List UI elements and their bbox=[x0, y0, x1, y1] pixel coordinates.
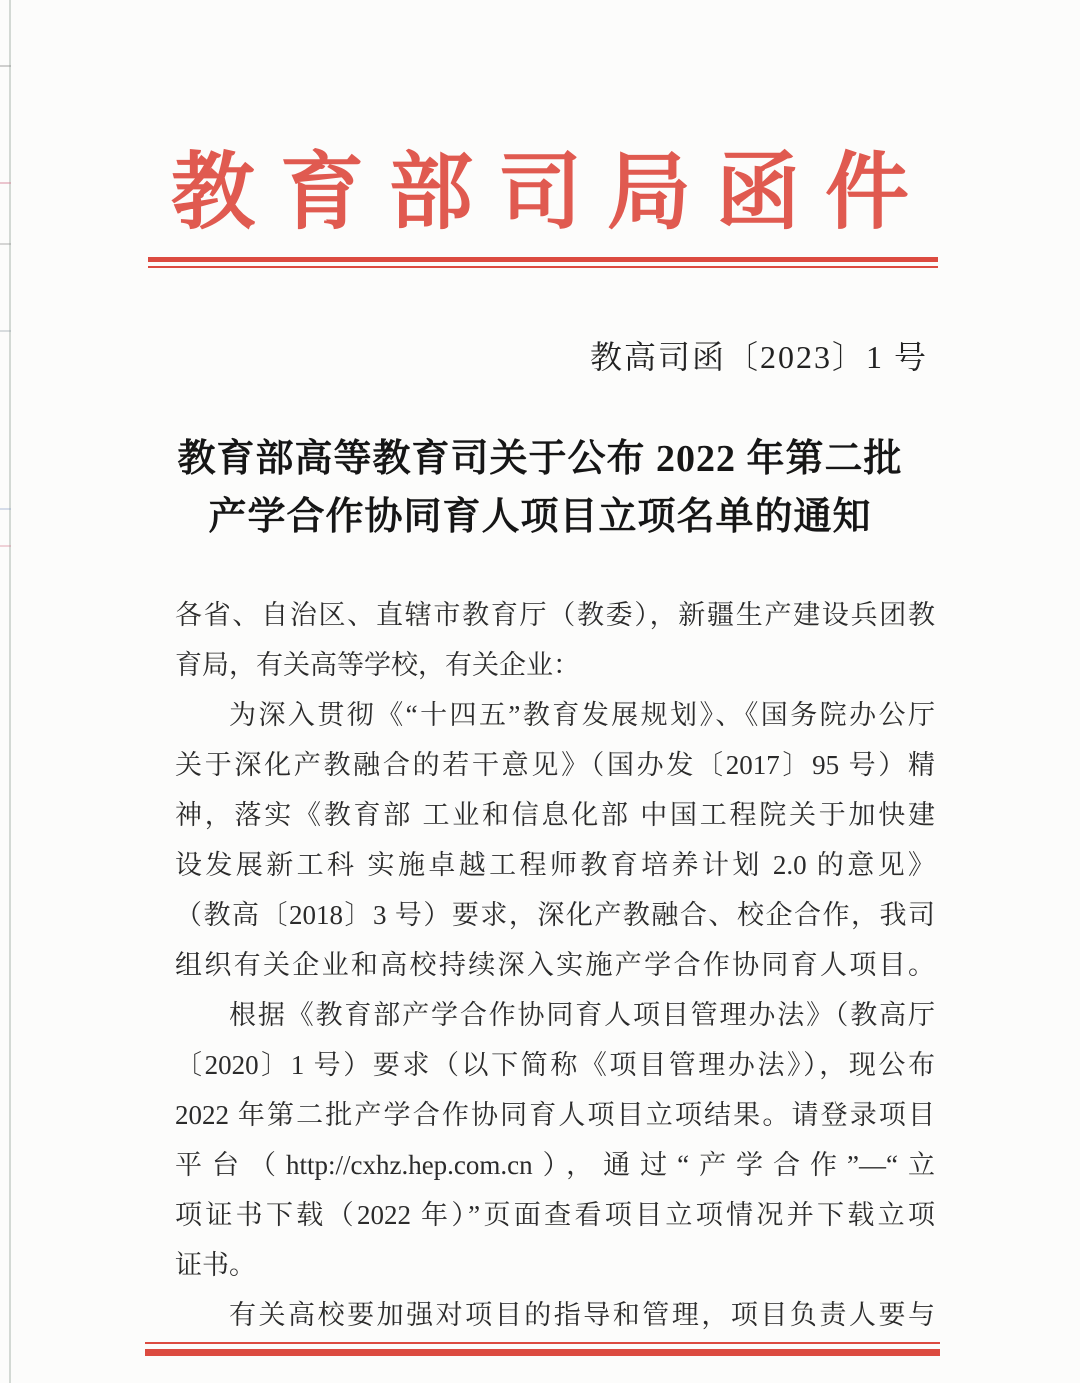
body-line: 育局，有关高等学校，有关企业： bbox=[175, 650, 580, 680]
body-line: 项证书下载（2022 年）”页面查看项目立项情况并下载立项 bbox=[175, 1200, 935, 1230]
scan-artifact-tick bbox=[0, 243, 11, 245]
body-line: 组织有关企业和高校持续深入实施产学合作协同育人项目。 bbox=[175, 950, 935, 980]
body-line: 为深入贯彻《“十四五”教育发展规划》、《国务院办公厅 bbox=[229, 700, 935, 730]
document-number: 教高司函〔2023〕1 号 bbox=[589, 339, 928, 375]
body-line: 有关高校要加强对项目的指导和管理，项目负责人要与 bbox=[229, 1300, 935, 1330]
body-line: 设发展新工科 实施卓越工程师教育培养计划 2.0 的意见》 bbox=[175, 850, 935, 880]
body-line: （教高〔2018〕3 号）要求，深化产教融合、校企合作，我司 bbox=[175, 900, 935, 930]
document-body bbox=[175, 590, 935, 1340]
body-line: 神，落实《教育部 工业和信息化部 中国工程院关于加快建 bbox=[175, 800, 935, 830]
paragraph-announcement bbox=[175, 990, 935, 1290]
document-title-line1: 教育部高等教育司关于公布 2022 年第二批 bbox=[177, 438, 903, 480]
letterhead-title: 教育部司局函件 bbox=[170, 147, 934, 240]
body-line: 各省、自治区、直辖市教育厅（教委），新疆生产建设兵团教 bbox=[175, 600, 935, 630]
body-line: 平台（http://cxhz.hep.com.cn），通过“产学合作”—“立 bbox=[175, 1150, 935, 1180]
paragraph-policy-basis bbox=[175, 690, 935, 990]
letterhead-double-rule bbox=[148, 257, 938, 268]
paragraph-management-requirements bbox=[175, 1290, 935, 1340]
body-line: 〔2020〕1 号）要求（以下简称《项目管理办法》），现公布 bbox=[175, 1050, 935, 1080]
document-title-line2: 产学合作协同育人项目立项名单的通知 bbox=[208, 496, 872, 538]
footer-double-rule bbox=[145, 1342, 940, 1356]
scan-artifact-tick bbox=[0, 65, 11, 67]
body-line: 2022 年第二批产学合作协同育人项目立项结果。请登录项目 bbox=[175, 1100, 935, 1130]
body-line: 根据《教育部产学合作协同育人项目管理办法》（教高厅 bbox=[229, 1000, 935, 1030]
document-title bbox=[0, 430, 1080, 546]
body-line: 证书。 bbox=[175, 1250, 256, 1280]
paragraph-salutation bbox=[175, 590, 935, 690]
body-line: 关于深化产教融合的若干意见》（国办发〔2017〕95 号）精 bbox=[175, 750, 935, 780]
